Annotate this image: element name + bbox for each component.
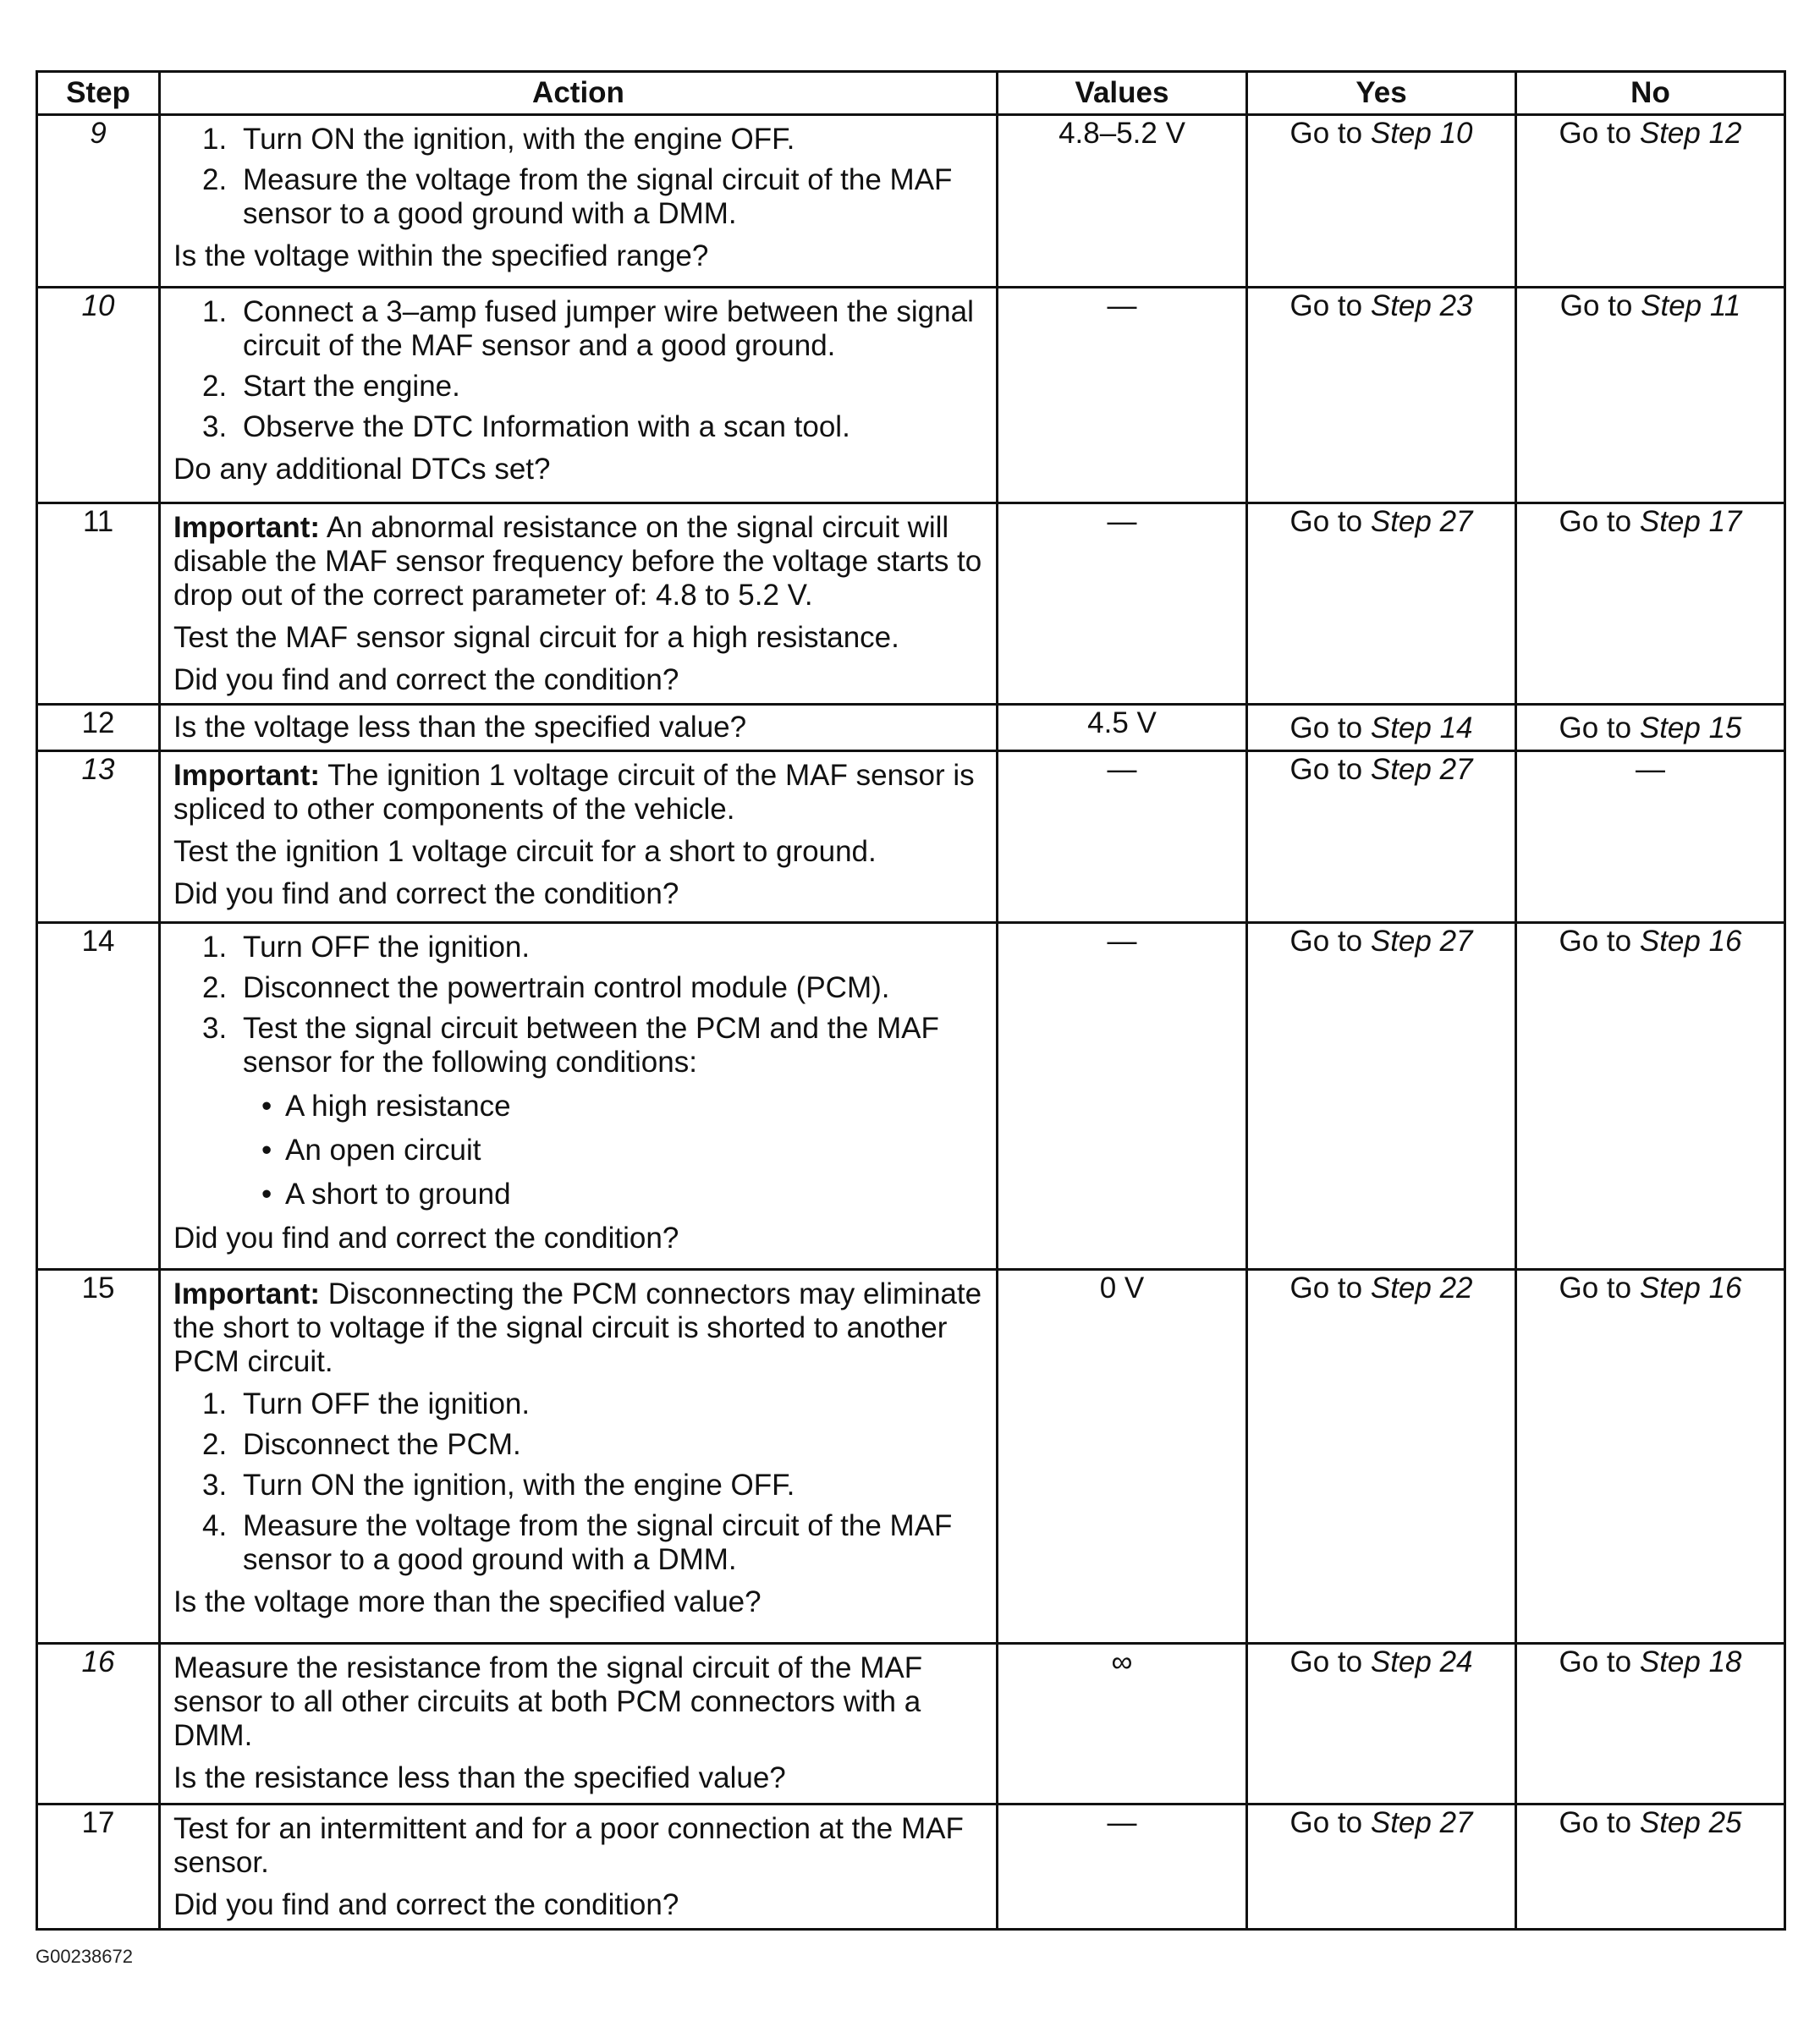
important-note: Important: Disconnecting the PCM connectors may eliminate the short to voltage if the signal circuit is shorted to another PCM circuit. <box>173 1277 982 1378</box>
header-no: No <box>1516 72 1785 115</box>
value-cell: — <box>998 751 1247 923</box>
question-text: Is the voltage less than the specified value? <box>173 711 747 744</box>
table-row <box>37 923 1785 1270</box>
yes-cell: Go to Step 24 <box>1247 1644 1516 1805</box>
yes-cell: Go to Step 27 <box>1247 1805 1516 1930</box>
figure-id: G00238672 <box>36 1946 133 1967</box>
question-text: Is the voltage more than the specified value? <box>173 1585 762 1618</box>
list-item: 2. Disconnect the PCM. <box>202 1428 521 1461</box>
value-cell: — <box>998 1805 1247 1930</box>
table-row <box>37 751 1785 923</box>
table-row <box>37 1805 1785 1930</box>
bullet-item: • A short to ground <box>261 1178 511 1211</box>
list-item: 1. Turn OFF the ignition. <box>202 931 531 964</box>
list-item: 3. Test the signal circuit between the PCM and the MAF sensor for the following conditions: <box>202 1012 939 1079</box>
action-cell <box>160 503 998 705</box>
question-text: Is the resistance less than the specified value? <box>173 1761 786 1794</box>
action-cell <box>160 288 998 503</box>
instruction-text: Test the ignition 1 voltage circuit for a short to ground. <box>173 835 877 868</box>
instruction-text: Test the MAF sensor signal circuit for a high resistance. <box>173 621 899 654</box>
step-number: 15 <box>37 1270 160 1644</box>
no-cell: Go to Step 16 <box>1516 1270 1785 1644</box>
question-text: Did you find and correct the condition? <box>173 663 679 696</box>
table-row <box>37 115 1785 288</box>
value-cell: — <box>998 288 1247 503</box>
list-item: 3. Observe the DTC Information with a scan tool. <box>202 410 850 443</box>
value-cell: ∞ <box>998 1644 1247 1805</box>
table-row <box>37 705 1785 751</box>
important-note: Important: The ignition 1 voltage circuit of the MAF sensor is spliced to other components of the vehicle. <box>173 759 975 826</box>
list-item: 2. Disconnect the powertrain control module (PCM). <box>202 971 890 1004</box>
step-number: 17 <box>37 1805 160 1930</box>
diagnostic-table <box>36 70 1786 1931</box>
instruction-text: Test for an intermittent and for a poor connection at the MAF sensor. <box>173 1812 964 1879</box>
step-number: 12 <box>37 705 160 751</box>
yes-cell: Go to Step 27 <box>1247 503 1516 705</box>
step-number: 10 <box>37 288 160 503</box>
no-cell: — <box>1516 751 1785 923</box>
action-cell <box>160 1270 998 1644</box>
no-cell: Go to Step 17 <box>1516 503 1785 705</box>
action-cell <box>160 1644 998 1805</box>
value-cell: — <box>998 503 1247 705</box>
list-item: 1. Connect a 3–amp fused jumper wire between the signal circuit of the MAF sensor and a good ground. <box>202 295 974 362</box>
question-text: Did you find and correct the condition? <box>173 877 679 910</box>
step-number: 9 <box>37 115 160 288</box>
table-row <box>37 1644 1785 1805</box>
header-step: Step <box>37 72 160 115</box>
important-note: Important: An abnormal resistance on the signal circuit will disable the MAF sensor frequency before the voltage starts to drop out of the correct parameter of: 4.8 to 5.2 V. <box>173 511 982 612</box>
action-cell <box>160 705 998 751</box>
step-number: 11 <box>37 503 160 705</box>
header-values: Values <box>998 72 1247 115</box>
no-cell: Go to Step 15 <box>1516 705 1785 751</box>
yes-cell: Go to Step 27 <box>1247 751 1516 923</box>
bullet-item: • A high resistance <box>261 1090 511 1123</box>
value-cell: 4.8–5.2 V <box>998 115 1247 288</box>
question-text: Did you find and correct the condition? <box>173 1888 679 1921</box>
step-number: 13 <box>37 751 160 923</box>
yes-cell: Go to Step 22 <box>1247 1270 1516 1644</box>
no-cell: Go to Step 16 <box>1516 923 1785 1270</box>
action-cell <box>160 923 998 1270</box>
list-item: 3. Turn ON the ignition, with the engine OFF. <box>202 1469 795 1502</box>
action-cell <box>160 751 998 923</box>
action-cell <box>160 1805 998 1930</box>
value-cell: 4.5 V <box>998 705 1247 751</box>
no-cell: Go to Step 11 <box>1516 288 1785 503</box>
question-text: Do any additional DTCs set? <box>173 453 551 486</box>
header-yes: Yes <box>1247 72 1516 115</box>
no-cell: Go to Step 18 <box>1516 1644 1785 1805</box>
table-row <box>37 1270 1785 1644</box>
value-cell: 0 V <box>998 1270 1247 1644</box>
yes-cell: Go to Step 14 <box>1247 705 1516 751</box>
header-action: Action <box>160 72 998 115</box>
yes-cell: Go to Step 10 <box>1247 115 1516 288</box>
no-cell: Go to Step 25 <box>1516 1805 1785 1930</box>
instruction-text: Measure the resistance from the signal circuit of the MAF sensor to all other circuits at both PCM connectors with a DMM. <box>173 1651 923 1752</box>
table-row <box>37 503 1785 705</box>
list-item: 2. Start the engine. <box>202 370 460 403</box>
list-item: 2. Measure the voltage from the signal circuit of the MAF sensor to a good ground with a DMM. <box>202 163 953 230</box>
question-text: Is the voltage within the specified range? <box>173 239 709 272</box>
bullet-item: • An open circuit <box>261 1134 481 1167</box>
step-number: 14 <box>37 923 160 1270</box>
yes-cell: Go to Step 23 <box>1247 288 1516 503</box>
action-cell <box>160 115 998 288</box>
list-item: 1. Turn OFF the ignition. <box>202 1387 531 1420</box>
list-item: 4. Measure the voltage from the signal circuit of the MAF sensor to a good ground with a DMM. <box>202 1509 953 1576</box>
no-cell: Go to Step 12 <box>1516 115 1785 288</box>
yes-cell: Go to Step 27 <box>1247 923 1516 1270</box>
step-number: 16 <box>37 1644 160 1805</box>
table-row <box>37 288 1785 503</box>
question-text: Did you find and correct the condition? <box>173 1222 679 1255</box>
value-cell: — <box>998 923 1247 1270</box>
header-row <box>37 72 1785 115</box>
list-item: 1. Turn ON the ignition, with the engine OFF. <box>202 123 795 156</box>
